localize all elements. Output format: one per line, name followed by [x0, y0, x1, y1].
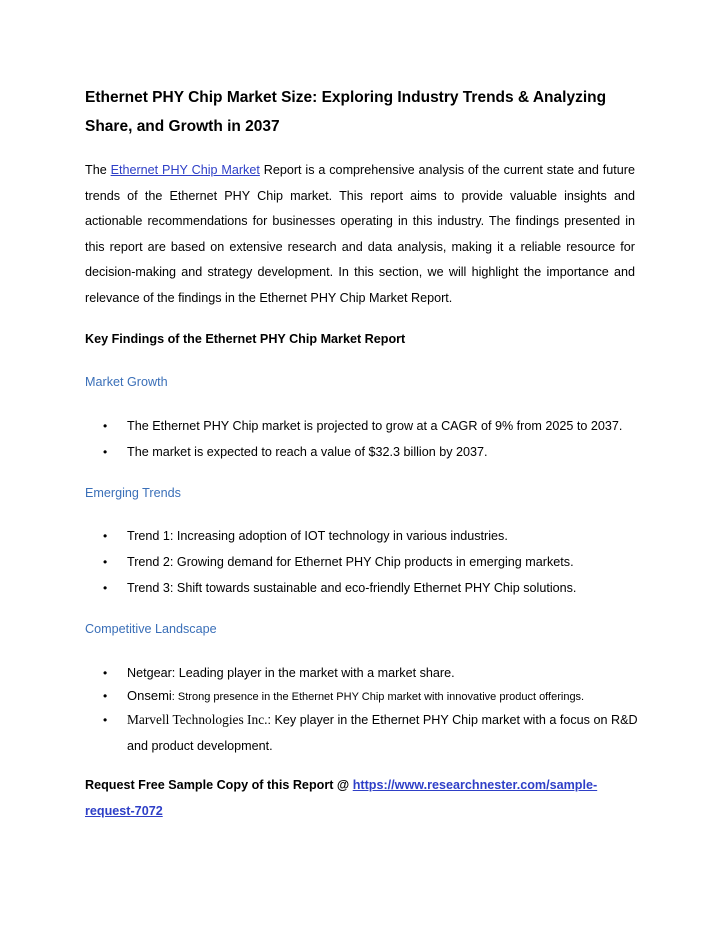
- list-item-text: Trend 2: Growing demand for Ethernet PHY Chip products in emerging markets.: [127, 555, 574, 569]
- list-item-text: Netgear: Leading player in the market with a market share.: [127, 666, 455, 680]
- key-findings-heading: Key Findings of the Ethernet PHY Chip Market Report: [85, 332, 406, 346]
- market-growth-list: [85, 413, 645, 465]
- bullet-icon: •: [103, 529, 108, 543]
- list-item-text: Trend 1: Increasing adoption of IOT technology in various industries.: [127, 529, 508, 543]
- bullet-icon: •: [103, 419, 108, 433]
- list-item: [85, 549, 645, 575]
- bullet-icon: •: [103, 581, 108, 595]
- market-growth-heading: Market Growth: [85, 375, 168, 389]
- emerging-trends-list: [85, 523, 645, 601]
- list-item-text: : Key player in the Ethernet PHY Chip market with a focus on R&D and product development.: [127, 713, 638, 753]
- intro-body: Report is a comprehensive analysis of the current state and future trends of the Ethernet PHY Chip market. This report aims to provide valuable insights and actionable recommendations for businesses operating in this industry. The findings presented in this report are based on extensive research and data analysis, making it a reliable resource for decision-making and strategy development. In this section, we will highlight the importance and relevance of the findings in the Ethernet PHY Chip Market Report.: [85, 163, 635, 305]
- bullet-icon: •: [103, 555, 108, 569]
- sample-request: [85, 772, 645, 824]
- list-item: [85, 575, 645, 601]
- sample-request-label: Request Free Sample Copy of this Report @: [85, 778, 353, 792]
- competitive-landscape-heading: Competitive Landscape: [85, 622, 217, 636]
- list-item: [85, 660, 645, 686]
- sample-request-link[interactable]: https://www.researchnester.com/sample-request-7072: [85, 778, 598, 818]
- intro-paragraph: [85, 158, 635, 312]
- competitive-landscape-list: [85, 660, 645, 759]
- market-report-link[interactable]: Ethernet PHY Chip Market: [110, 163, 260, 177]
- list-item: [85, 707, 645, 759]
- list-item-text: : Strong presence in the Ethernet PHY Chip market with innovative product offerings.: [171, 691, 585, 703]
- intro-prefix: The: [85, 163, 111, 177]
- list-item: [85, 413, 645, 439]
- list-item-text: The market is expected to reach a value of $32.3 billion by 2037.: [127, 445, 488, 459]
- page-title: Ethernet PHY Chip Market Size: Exploring Industry Trends & Analyzing Share, and Growth in 2037: [85, 89, 607, 135]
- list-item-text: Trend 3: Shift towards sustainable and eco-friendly Ethernet PHY Chip solutions.: [127, 581, 577, 595]
- list-item: [85, 523, 645, 549]
- bullet-icon: •: [103, 445, 108, 459]
- bullet-icon: •: [103, 713, 108, 727]
- company-name: Marvell Technologies Inc.: [127, 712, 268, 727]
- bullet-icon: •: [103, 666, 108, 680]
- company-name: Onsemi: [127, 688, 172, 703]
- emerging-trends-heading: Emerging Trends: [85, 486, 181, 500]
- list-item-text: The Ethernet PHY Chip market is projected to grow at a CAGR of 9% from 2025 to 2037.: [127, 419, 623, 433]
- list-item: [85, 439, 645, 465]
- list-item: [85, 686, 645, 707]
- bullet-icon: •: [103, 689, 108, 703]
